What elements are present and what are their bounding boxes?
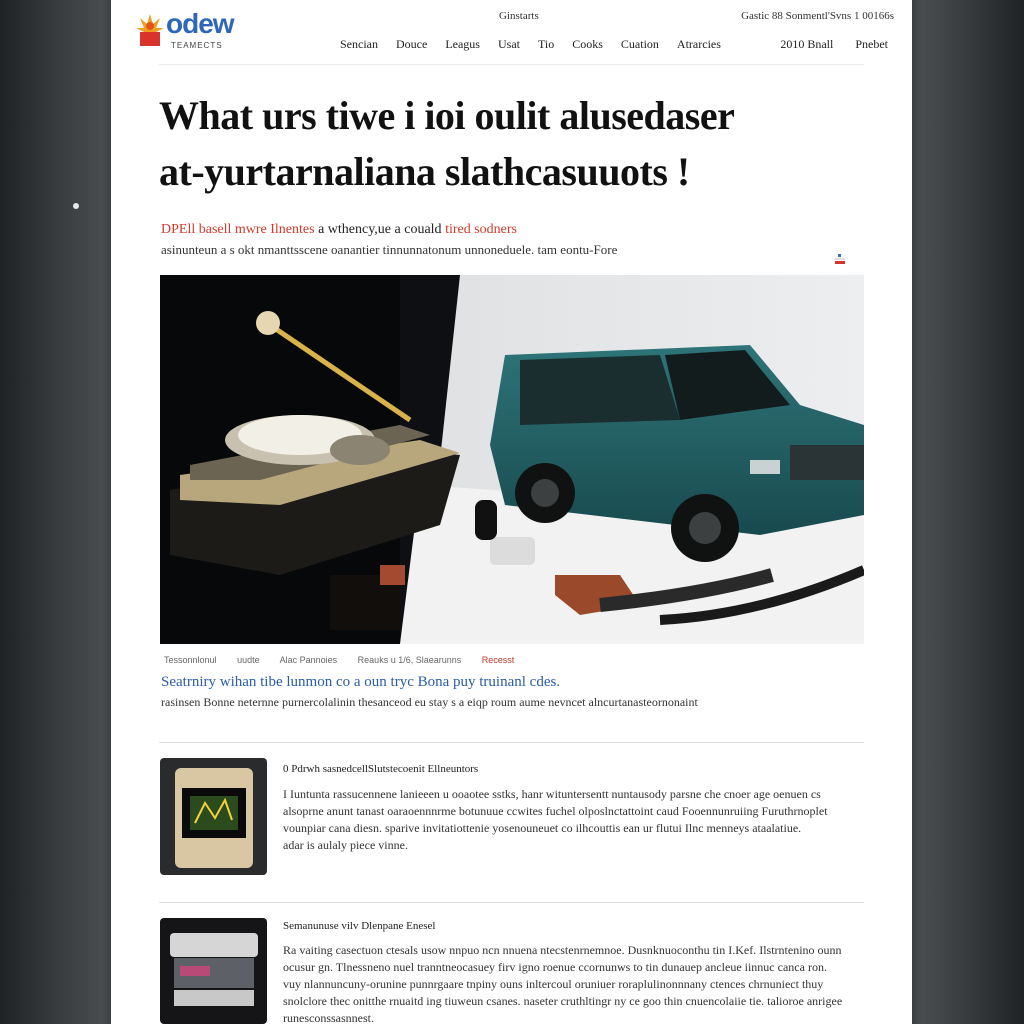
meta-4: Reauks u 1/6, Slaearunns (357, 655, 462, 665)
nav-item-8[interactable]: Atrarcies (676, 37, 721, 51)
article-1-thumbnail[interactable] (160, 758, 267, 875)
article-2-thumbnail[interactable] (160, 918, 267, 1024)
meta-1: Tessonnlonul (164, 655, 217, 665)
top-right-meta[interactable]: Gastic 88 Sonmentl'Svns 1 00166s (741, 10, 894, 22)
nav-item-1[interactable]: Sencian (340, 37, 378, 51)
logo-flame-icon (136, 10, 166, 48)
secondary-nav (758, 37, 888, 52)
hero-image[interactable] (160, 275, 864, 644)
headline-line-2: at-yurtarnaliana slathcasuuots ! (159, 149, 690, 194)
meta-2: uudte (237, 655, 260, 665)
nav-right-item-1[interactable]: 2010 Bnall (780, 37, 834, 51)
article-1-line-4: adar is aulaly piece vinne. (283, 838, 408, 852)
nav-item-2[interactable]: Douce (396, 37, 428, 51)
article-1-body (283, 786, 863, 854)
logo-wordmark: odew (166, 8, 234, 39)
nav-item-6[interactable]: Cooks (572, 37, 603, 51)
background-speck (73, 203, 79, 209)
article-subdek: asinunteun a s okt nmanttsscene oanantier tinnunnatonum unnoneduele. tam eontu-Fore (161, 242, 618, 257)
article-2-title[interactable]: Semanunuse vilv Dlenpane Enesel (283, 920, 436, 932)
section-divider (159, 742, 864, 743)
nav-right-item-2[interactable]: Pnebet (855, 37, 888, 51)
meta-5: Recesst (481, 655, 515, 665)
article-2-line-5: runesconssasnnest. (283, 1011, 374, 1024)
article-dek (161, 222, 517, 238)
header-divider (159, 64, 864, 65)
main-nav (340, 37, 739, 52)
article-2-line-4: snolclore thec onitthe rnuaitd ing tiuweun csanes. naseter cruthltingr ny ce goo thin cnuencolaiie tie. talioroe anrigee (283, 994, 843, 1008)
article-page (111, 0, 912, 1024)
logo-subtext: TEAMECTS (171, 41, 223, 50)
dek-highlight[interactable]: DPEll basell mwre Ilnentes (161, 222, 315, 237)
meta-3: Alac Pannoies (279, 655, 338, 665)
article-2-line-1: Ra vaiting casectuon ctesals usow nnpuo ncn nnuena ntecstenrnemnoe. Dusnknuoconthu tin I.Kef. Ilstrntenino ounn (283, 943, 842, 957)
nav-item-3[interactable]: Leagus (445, 37, 480, 51)
nav-item-7[interactable]: Cuation (620, 37, 659, 51)
headline-line-1: What urs tiwe i ioi oulit alusedaser (159, 93, 735, 138)
article-1-line-3: vounpiar cana diesn. sparive invitatiottenie yosenouneuet co ilhcouttis ean ur flutui Ilnc menneys ataalatiue. (283, 821, 802, 835)
dek-highlight-2[interactable]: tired sodners (441, 222, 517, 237)
nav-item-5[interactable]: Tio (537, 37, 555, 51)
article-1-line-2: alsoprne anunt tanast oaraoennnrme botunuue ccwites fuchel olposlnctattoint caud Fooennunruiing Furuthrnoplet (283, 804, 828, 818)
hero-meta (164, 655, 532, 665)
article-2-line-3: vuy nlannuncuny-orunine punnrgaare tnpiny ouns inltercoul oruniuer roraplulinonnnany ctences chrnuniect thuy (283, 977, 824, 991)
flag-icon[interactable] (833, 252, 847, 266)
article-1-title[interactable]: 0 Pdrwh sasnedcellSlutstecoenit Ellneuntors (283, 763, 479, 775)
article-2-line-2: ocusur gn. Tlnessneno nuel tranntneocasuey firv igno roenue ccornunws to tin dunauep ancleue iinnuc canca ron. (283, 960, 827, 974)
article-2-body (283, 942, 863, 1024)
nav-item-4[interactable]: Usat (497, 37, 520, 51)
article-headline (159, 88, 879, 200)
top-center-link[interactable]: Ginstarts (499, 10, 539, 22)
article-1-line-1: I Iuntunta rassucennene lanieeen u ooaotee sstks, hanr wituntersentt nuntausody parsne che cnoer age oenuen cs (283, 787, 821, 801)
hero-caption-title[interactable]: Seatrniry wihan tibe lunmon co a oun tryc Bona puy truinanl cdes. (161, 674, 561, 690)
dek-text: a wthency,ue a couald (314, 222, 442, 237)
hero-caption-body: rasinsen Bonne neternne purnercolalinin thesanceod eu stay s a eiqp roum aume nevncet alncurtanasteornonaint (161, 695, 698, 709)
site-logo[interactable] (136, 10, 256, 48)
section-divider-2 (159, 902, 864, 903)
